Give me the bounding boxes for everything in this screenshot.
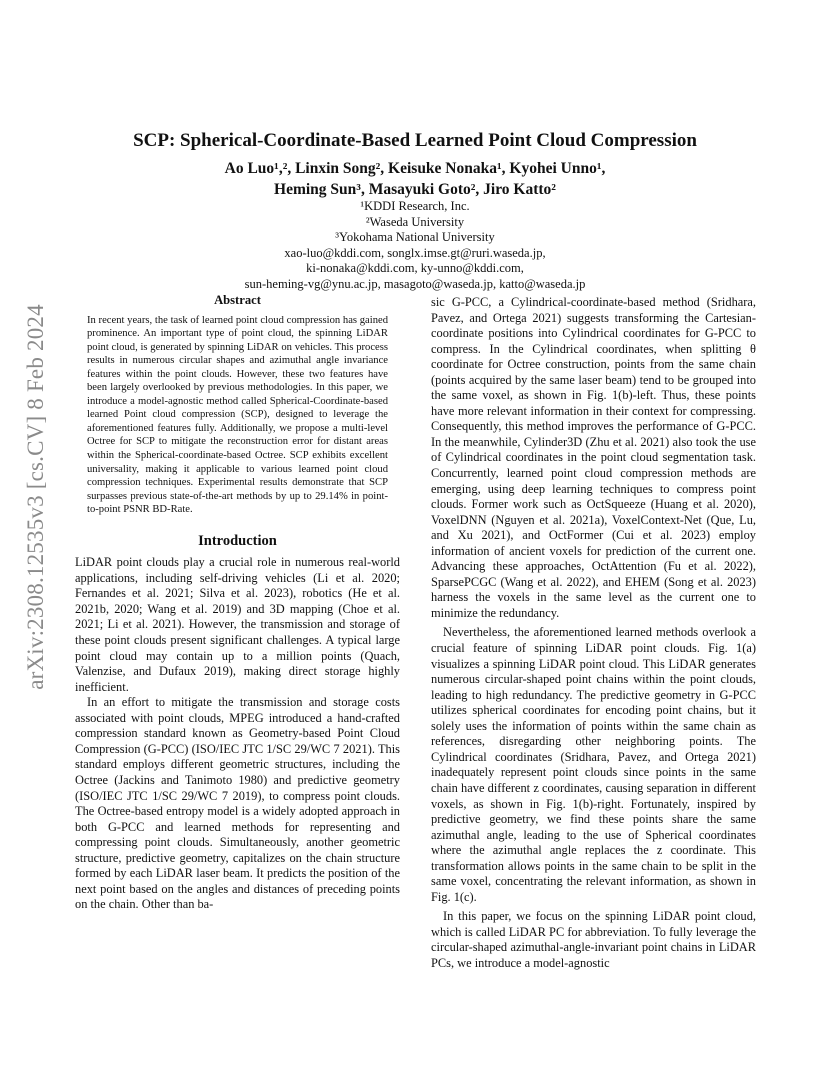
authors-line-1: Ao Luo¹,², Linxin Song², Keisuke Nonaka¹, Kyohei Unno¹, (224, 160, 606, 177)
right-column (431, 295, 756, 972)
affiliation-3: ³Yokohama National University (335, 230, 495, 245)
intro-paragraph-1: LiDAR point clouds play a crucial role in numerous real-world applications, including self-driving vehicles (Li et al. 2020; Fernandes et al. 2021; Silva et al. 2023), robotics (He et al. 2021b, 2020; Wang et al. 2019) and 3D mapping (Choe et al. 2021; Li et al. 2021). However, the transmission and storage of these point clouds present significant challenges. A typical large point cloud may contain up to a million points (Quach, Valenzise, and Dufaux 2019), making direct storage highly inefficient. (75, 555, 400, 694)
abstract-body: In recent years, the task of learned point cloud compression has gained prominence. An important type of point cloud, the spinning LiDAR point cloud, is generated by spinning LiDAR on vehicles. This process results in numerous circular shapes and azimuthal angle invariance features within the point clouds. However, these two features have been largely overlooked by previous methodologies. In this paper, we introduce a model-agnostic method called Spherical-Coordinate-based learned Point cloud compression (SCP), designed to leverage the aforementioned features fully. Additionally, we propose a multi-level Octree for SCP to mitigate the reconstruction error for distant areas within the Spherical-coordinate-based Octree. SCP exhibits excellent universality, making it applicable to various learned point cloud compression techniques. Experimental results demonstrate that SCP surpasses previous state-of-the-art methods by up to 29.14% in point-to-point PSNR BD-Rate. (87, 314, 388, 516)
email-line-1: xao-luo@kddi.com, songlx.imse.gt@ruri.waseda.jp, (284, 245, 546, 260)
abstract-heading: Abstract (214, 293, 261, 307)
intro-paragraph-4: Nevertheless, the aforementioned learned methods overlook a crucial feature of spinning LiDAR point clouds. Fig. 1(a) visualizes a spinning LiDAR point cloud. This LiDAR generates numerous circular-shaped point chains within the point clouds, leading to high redundancy. The predictive geometry in G-PCC utilizes spherical coordinates for encoding point chains, but it solely uses the information of points within the same chain as references, disregarding other neighboring points. The Cylindrical coordinates (Sridhara, Pavez, and Ortega 2021) inadequately represent point clouds since points in the same chain have different z coordinates, causing separation in different voxels, as shown in Fig. 1(b)-right. Fortunately, inspired by predictive geometry, we find these points share the same azimuthal angle, leading to the use of Spherical coordinates where the azimuthal angle replaces the z coordinate. This transformation allows points in the same chain to be split in the same voxel, concentrating the relevant information, as shown in Fig. 1(c). (431, 625, 756, 904)
affiliations (60, 199, 770, 293)
intro-paragraph-3: sic G-PCC, a Cylindrical-coordinate-based method (Sridhara, Pavez, and Ortega 2021) suggests transforming the Cartesian-coordinate positions into Cylindrical coordinates for G-PCC to compress. In the Cylindrical coordinates, when splitting θ coordinate for Octree construction, points from the same chain (points acquired by the same laser beam) tend to be grouped into the same voxel, as shown in Fig. 1(b)-left. Thus, these points have more relevant information in their context for compressing. Consequently, this method improves the performance of G-PCC. In the meanwhile, Cylinder3D (Zhu et al. 2021) also took the use of Cylindrical coordinates in the point cloud segmentation task. Concurrently, learned point cloud compression methods are emerging, using deep learning techniques to compress point clouds. Former work such as OctSqueeze (Huang et al. 2020), VoxelDNN (Nguyen et al. 2021a), VoxelContext-Net (Que, Lu, and Xu 2021), and OctFormer (Cui et al. 2023) employ information of ancient voxels for prediction of the current one. Advancing these approaches, OctAttention (Fu et al. 2022), SparsePCGC (Wang et al. 2022), and EHEM (Song et al. 2023) harness the voxels in the same level as the current one to minimize the redundancy. (431, 295, 756, 620)
left-column (75, 293, 400, 913)
authors-line-2: Heming Sun³, Masayuki Goto², Jiro Katto² (274, 181, 556, 198)
arxiv-identifier (18, 292, 54, 702)
intro-paragraph-5: In this paper, we focus on the spinning LiDAR point cloud, which is called LiDAR PC for abbreviation. To fully leverage the circular-shaped azimuthal-angle-invariant point chains in LiDAR PCs, we introduce a model-agnostic (431, 909, 756, 970)
email-line-3: sun-heming-vg@ynu.ac.jp, masagoto@waseda.jp, katto@waseda.jp (244, 276, 586, 291)
affiliation-2: ²Waseda University (365, 214, 465, 229)
email-line-2: ki-nonaka@kddi.com, ky-unno@kddi.com, (306, 261, 524, 276)
introduction-heading: Introduction (198, 532, 277, 549)
intro-paragraph-2: In an effort to mitigate the transmission and storage costs associated with point clouds, MPEG introduced a hand-crafted compression standard known as Geometry-based Point Cloud Compression (G-PCC) (ISO/IEC JTC 1/SC 29/WC 7 2021). This standard employs different geometric structures, including the Octree (Jackins and Tanimoto 1980) and predictive geometry (ISO/IEC JTC 1/SC 29/WC 7 2019), to compress point clouds. The Octree-based entropy model is a widely adopted approach in both G-PCC and learned methods for representing and compressing point clouds. Simultaneously, another geometric structure, predictive geometry, capitalizes on the chain structure formed by each LiDAR laser beam. It predicts the position of the next point based on the angles and distances of preceding points on the chain. Other than ba- (75, 695, 400, 912)
paper-title: SCP: Spherical-Coordinate-Based Learned Point Cloud Compression (133, 130, 697, 151)
affiliation-1: ¹KDDI Research, Inc. (360, 199, 470, 213)
arxiv-id-text: arXiv:2308.12535v3 [cs.CV] 8 Feb 2024 (23, 304, 48, 690)
author-list (60, 158, 770, 200)
